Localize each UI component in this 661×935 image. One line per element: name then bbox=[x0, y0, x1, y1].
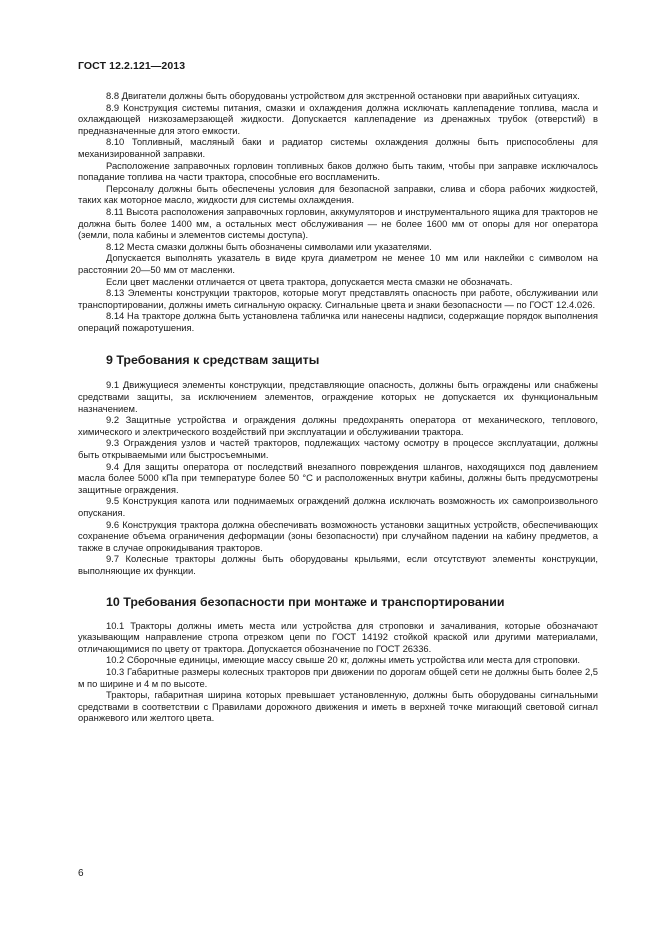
clause-10-1: 10.1 Тракторы должны иметь места или устройства для строповки и зачаливания, которые обозначают указывающим направление стропа отрезком цепи по ГОСТ 14192 стойкой краской или другими материалами, отличающимися по цвету от трактора. Допускается обозначение по ГОСТ 26336. bbox=[78, 619, 598, 654]
document-header: ГОСТ 12.2.121—2013 bbox=[78, 60, 186, 72]
clause-8-10-filler-necks: Расположение заправочных горловин топливных баков должно быть таким, чтобы при заправке исключалось попадание топлива на части трактора, способные его воспламенить. bbox=[78, 159, 598, 183]
clause-8-14: 8.14 На тракторе должна быть установлена табличка или нанесены надписи, содержащие порядок выполнения операций пожаротушения. bbox=[78, 310, 598, 333]
clause-9-1: 9.1 Движущиеся элементы конструкции, представляющие опасность, должны быть ограждены или снабжены средствами защиты, за исключением элементов, ограждение которых не допускается их функциональным назначением. bbox=[78, 379, 598, 414]
clause-9-7: 9.7 Колесные тракторы должны быть оборудованы крыльями, если отсутствуют элементы конструкции, выполняющие их функции. bbox=[78, 553, 598, 576]
clause-8-9: 8.9 Конструкция системы питания, смазки и охлаждения должна исключать каплепадение топлива, масла и охлаждающей низкозамерзающей жидкости. Допускается каплепадение из дренажных трубок (отверстий) в предназначенные для этого емкости. bbox=[78, 101, 598, 136]
section-9-title: 9 Требования к средствам защиты bbox=[106, 353, 320, 368]
clause-8-11: 8.11 Высота расположения заправочных горловин, аккумуляторов и инструментального ящика для тракторов не должна быть более 1400 мм, а остальных мест обслуживания — не более 1600 мм от опоры для ног оператора (земли, пола кабины и элементов системы доступа). bbox=[78, 205, 598, 241]
clause-8-10-personnel: Персоналу должны быть обеспечены условия для безопасной заправки, слива и сбора рабочих жидкостей, таких как моторное масло, жидкости для системы охлаждения. bbox=[78, 182, 598, 206]
page-number: 6 bbox=[78, 868, 84, 879]
clause-8-8: 8.8 Двигатели должны быть оборудованы устройством для экстренной остановки при аварийных ситуациях. bbox=[106, 90, 580, 101]
clause-8-12-color: Если цвет масленки отличается от цвета трактора, допускается места смазки не обозначать. bbox=[106, 275, 513, 287]
clause-9-5: 9.5 Конструкция капота или поднимаемых ограждений должна исключать возможность их самопроизвольного опускания. bbox=[78, 495, 598, 518]
clause-9-3: 9.3 Ограждения узлов и частей тракторов, подлежащих частому осмотру в процессе эксплуатации, должны быть открываемыми или быстросъемными. bbox=[78, 437, 598, 461]
section-10 bbox=[78, 620, 598, 724]
clause-10-2: 10.2 Сборочные единицы, имеющие массу свыше 20 кг, должны иметь устройства или места для строповки. bbox=[106, 654, 581, 666]
section-10-title: 10 Требования безопасности при монтаже и транспортировании bbox=[106, 594, 505, 609]
clause-10-3: 10.3 Габаритные размеры колесных тракторов при движении по дорогам общей сети не должны быть более 2,5 м по ширине и 4 м по высоте. bbox=[78, 665, 598, 689]
clause-8-10: 8.10 Топливный, масляный баки и радиатор системы охлаждения должны быть приспособлены для механизированной заправки. bbox=[78, 136, 598, 159]
document-body bbox=[78, 90, 598, 724]
clause-8-12: 8.12 Места смазки должны быть обозначены символами или указателями. bbox=[106, 240, 432, 252]
clause-9-6: 9.6 Конструкция трактора должна обеспечивать возможность установки защитных устройств, обеспечивающих сохранение объема ограничения деформации (зоны безопасности) при случайном падении на кабину предметов, а также в случае опрокидывания тракторов. bbox=[78, 518, 598, 553]
clause-9-4: 9.4 Для защиты оператора от последствий внезапного повреждения шлангов, находящихся под давлением масла более 5000 кПа при температуре более 50 °С и расположенных внутри кабины, должны быть предусмотрены защитные ограждения. bbox=[78, 460, 598, 495]
clause-10-3-wide-tractors: Тракторы, габаритная ширина которых превышает установленную, должны быть оборудованы сигнальными средствами в соответствии с Правилами дорожного движения и иметь в верхней точке мигающий световой сигнал оранжевого или желтого цвета. bbox=[78, 689, 598, 724]
clause-8-13: 8.13 Элементы конструкции тракторов, которые могут представлять опасность при работе, обслуживании или транспортировании, должны иметь сигнальную окраску. Сигнальные цвета и знаки безопасности — по ГОСТ 12.4.026. bbox=[78, 287, 598, 310]
clause-8-12-indicator: Допускается выполнять указатель в виде круга диаметром не менее 10 мм или наклейки с символом на расстоянии 20—50 мм от масленки. bbox=[78, 252, 598, 275]
clause-9-2: 9.2 Защитные устройства и ограждения должны предохранять оператора от механического, теплового, химического и электрического воздействий при эксплуатации и обслуживании трактора. bbox=[78, 414, 598, 437]
section-8 bbox=[78, 90, 598, 333]
section-9 bbox=[78, 379, 598, 576]
